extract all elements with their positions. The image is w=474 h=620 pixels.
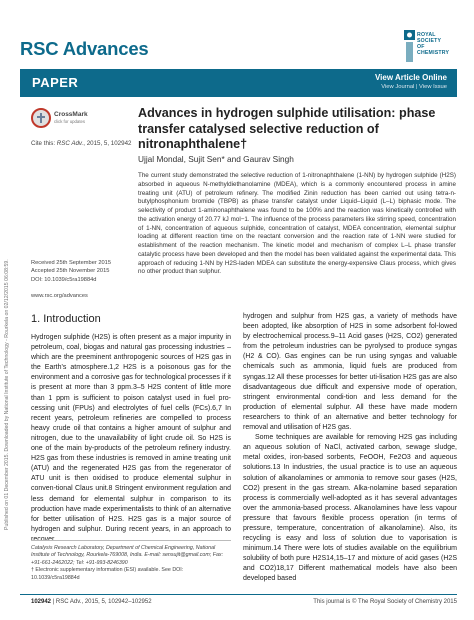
crossmark-badge[interactable] <box>31 108 101 130</box>
shield-icon <box>403 28 417 68</box>
logo-line-1: ROYAL SOCIETY <box>417 32 442 44</box>
view-journal-issue-link[interactable]: View Journal | View Issue <box>381 84 447 90</box>
authors: Ujjal Mondal, Sujit Sen* and Gaurav Singh <box>138 154 294 164</box>
footnotes <box>31 545 231 582</box>
esi-footnote: † Electronic supplementary information (ESI) available. See DOI: 10.1039/c5ra19884d <box>31 567 184 581</box>
doi[interactable]: DOI: 10.1039/c5ra19884d <box>31 277 97 283</box>
article-type: PAPER <box>32 75 79 90</box>
intro-paragraph: hydrogen and sulphur from H2S gas, a variety of methods have been adopted, like absorption of H2S in some adsorbent fol-lowed by electrochemical process.9–11 Acid gases (H2S, CO2) generated from the petroleum industries can be pyrolysed to produce syngas (H2 & CO). Gas engines can be run using syngas and valuable chemicals such as ammonia, liquid fuels are produced from syngas.12 All these processes for better uti-lisation H2S gas are also disadvantageous due difficult and expensive mode of operation, stringent environmental condi-tion and less demand for the production of elemental sulphur. All these have made modern researchers to think of an alternative and better technology for removal and utilisation of H2S gas. <box>243 313 457 432</box>
logo-line-2: OF CHEMISTRY <box>417 44 450 56</box>
journal-title: RSC Advances <box>20 38 149 59</box>
view-article-online-link[interactable]: View Article Online <box>374 73 447 82</box>
intro-column-left <box>31 333 231 545</box>
rsc-logo <box>403 28 457 70</box>
intro-paragraph: Some techniques are available for removing H2S gas including an aqueous solution of NaCl, activated carbon, sewage sludge, metal oxides, iron-based sorbents, FeOOH, Fe2O3 and aqueous solutions.13 In industries, the usual practice is to use an aqueous solution of alkanolamines or ammonia to remove sour gases (H2S, CO2) present in the gas stream. Alka-nolamine based separation process is commercially well-adopted as it has several advantages over the ammonia-based process. Alkanolamines have less vapour pressure that favours flexible process operation (in terms of pressure, temperature, concentration of alkanolamine). Also, its recycling is easy and loss of solution due to vaporisation is minimum.14 There were lots of studies available on the equilibrium solubility of both pure H2S14,15–17 and mixture of acid gases (H2S and CO2)18,17 Different mathematical models have also been developed based <box>243 434 457 583</box>
download-notice: Published on 01 December 2015. Downloaded by National Institute of Technology - Rourkela on 02/12/2015 06:08:59. <box>4 259 10 530</box>
crossmark-label: CrossMark <box>54 111 88 118</box>
intro-paragraph: Hydrogen sulphide (H2S) is often present as a major impurity in petroleum, coal, biogas and natural gas processing industries – which are the preeminent anthropogenic sources of H2S gas in the Earth's atmosphere.1,2 H2S is a poisonous gas for the environment and a corrosive gas for technological processes if it is present at more than 3 ppm.3–5 H2S content of little more than 1 ppm is sufficient to poison catalyst used in fuel pro-cessing unit (FPUs) and electrolytes of fuel cells (FCs).6,7 In recent years, petroleum refineries are compelled to process heavy crude oil that contains a higher amount of sulphur and nitrogen, due to the unavailability of light crude oil. So H2S is one of the main by-products of the petroleum refinery industry. H2S gas from these industries is removed in amine treating unit (ATU) and the regenerated H2S gas from the regenerator of ATU unit is then oxidised to produce elemental sulphur in conven-tional Claus unit.8 Stringent environment regulation and less demand for elemental sulphur in comparison to its production have made experimentalists to think of an alternative for better utilisation of H2S. H2S gas is a major source of hydrogen and sulphur. During recent years, in an approach to <box>31 334 231 533</box>
article-banner <box>20 69 457 97</box>
crossmark-sub: click for updates <box>54 119 86 124</box>
accepted-date: Accepted 25th November 2015 <box>31 268 110 274</box>
crossmark-icon <box>31 108 51 128</box>
footnote-divider <box>31 540 231 541</box>
article-title: Advances in hydrogen sulphide utilisation: phase transfer catalysed selective reduction of nitronaphthalene† <box>138 106 436 151</box>
section-heading-introduction: 1. Introduction <box>31 313 101 325</box>
intro-column-right <box>243 312 457 585</box>
journal-site-link[interactable]: www.rsc.org/advances <box>31 293 88 299</box>
received-date: Received 25th September 2015 <box>31 260 111 266</box>
footer-divider <box>20 594 457 595</box>
dates <box>31 259 111 275</box>
citation: Cite this: RSC Adv., 2015, 5, 102942 <box>31 140 132 147</box>
page-footer-left: 102942 | RSC Adv., 2015, 5, 102942–102952 <box>31 599 152 605</box>
abstract: The current study demonstrated the selective reduction of 1-nitronaphthalene (1-NN) by hydrogen sulphide (H2S) absorbed in aqueous N-methyldiethanolamine (MDEA), which is a commonly encountered process in amine treating unit (ATU) of petroleum refinery. The modified Zinin reduction has been carried out using tetra-n-butylphosphonium bromide (TBPB) as phase transfer catalyst under Liquid–Liquid (L–L) biphasic mode. The selectivity of product 1-aminonaphthalene was found to be 100% and the reaction was kinetically controlled with the activation energy of 20.77 kJ mol−1. The influence of the process parameters like stirring speed, concentration of 1-NN, concentration of aqueous sulphide, concentration of catalyst, MDEA concentration, elemental sulphur loading at different reaction time on the reactant conversion and the reaction rate of 1-NN were studied for establishment of the reaction mechanism. The kinetic model and mechanism of complex L–L phase transfer catalytic process have been developed and then the model has been validated against the experimental data. This approach of reducing 1-NN by H2S-laden MDEA can substitute the energy-expensive Claus process, which gives no other product than sulphur. <box>138 172 456 276</box>
page-footer-right: This journal is © The Royal Society of Chemistry 2015 <box>313 599 457 605</box>
affiliation-footnote: Catalysis Research Laboratory, Department of Chemical Engineering, National Institute of Technology, Rourkela-769008, India. E-mail: sensujit@gmail.com; Fax: +91-661-2462022; Tel: +91-993-8246390 <box>31 545 224 566</box>
